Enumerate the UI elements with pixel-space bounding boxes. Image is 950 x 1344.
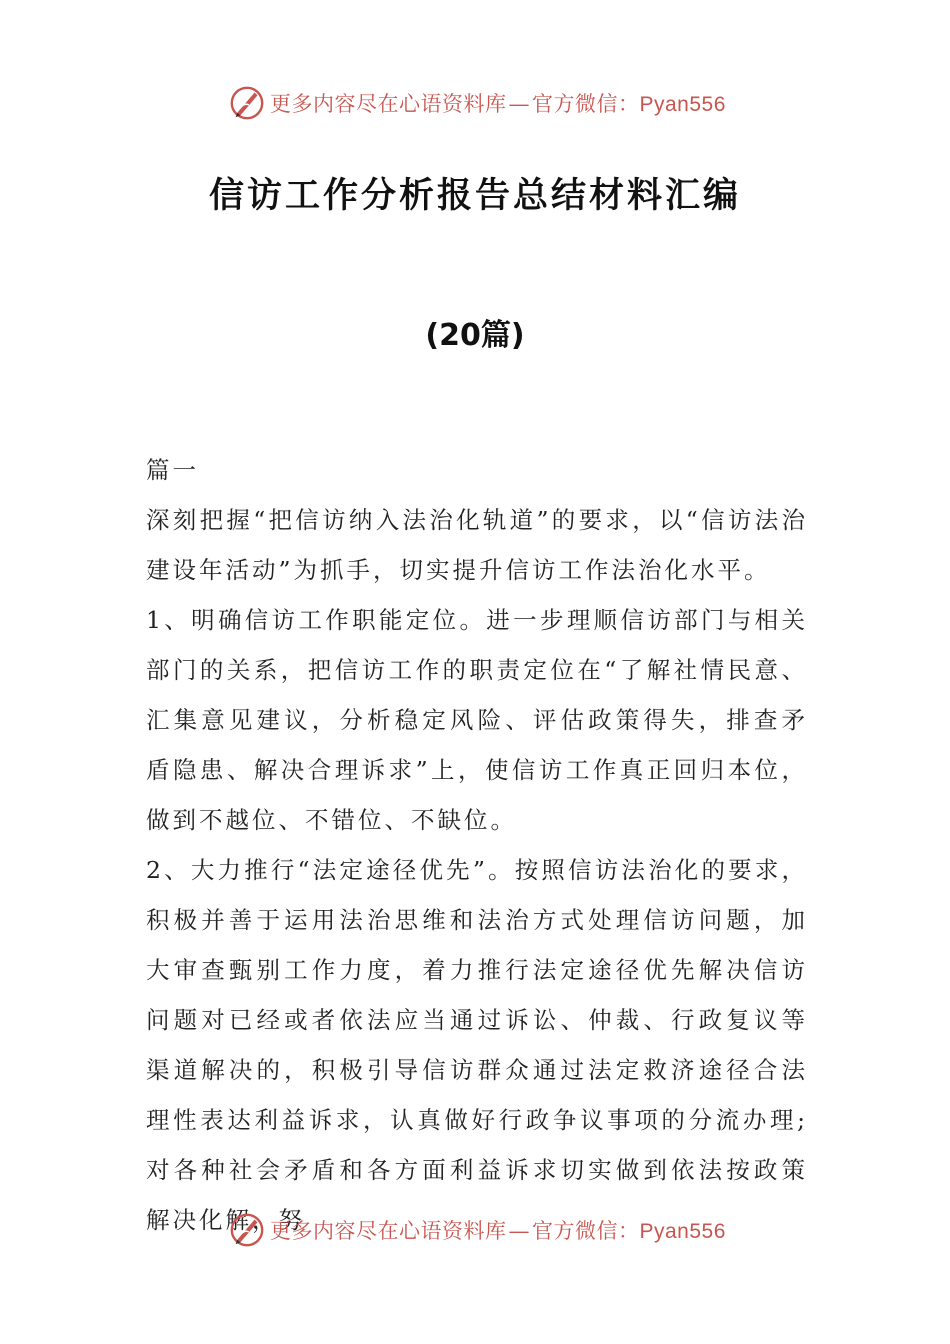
document-subtitle: (20篇)	[425, 318, 525, 353]
watermark-text: 更多内容尽在心语资料库—官方微信：Pyan556	[270, 1219, 726, 1243]
watermark-text: 更多内容尽在心语资料库—官方微信：Pyan556	[270, 92, 726, 116]
paragraph-item-1: 1、明确信访工作职能定位。进一步理顺信访部门与相关部门的关系，把信访工作的职责定位在“了解社情民意、汇集意见建议，分析稳定风险、评估政策得失，排查矛盾隐患、解决合理诉求”上，使信访工作真正回归本位，做到不越位、不错位、不缺位。	[146, 606, 808, 834]
paragraph-intro: 深刻把握“把信访纳入法治化轨道”的要求，以“信访法治建设年活动”为抓手，切实提升信访工作法治化水平。	[146, 506, 808, 584]
watermark-footer	[228, 1210, 726, 1250]
document-title: 信访工作分析报告总结材料汇编	[208, 175, 741, 216]
section-heading: 篇一	[146, 456, 199, 484]
paragraph-item-2: 2、大力推行“法定途径优先”。按照信访法治化的要求，积极并善于运用法治思维和法治方式处理信访问题，加大审查甄别工作力度，着力推行法定途径优先解决信访问题对已经或者依法应当通过诉讼、仲裁、行政复议等渠道解决的，积极引导信访群众通过法定救济途径合法理性表达利益诉求，认真做好行政争议事项的分流办理;对各种社会矛盾和各方面利益诉求切实做到依法按政策解决化解，努	[146, 856, 808, 1234]
pen-logo-icon	[228, 1211, 266, 1249]
document-body	[146, 445, 808, 1245]
pen-logo-icon	[228, 84, 266, 122]
watermark-header	[228, 83, 726, 123]
